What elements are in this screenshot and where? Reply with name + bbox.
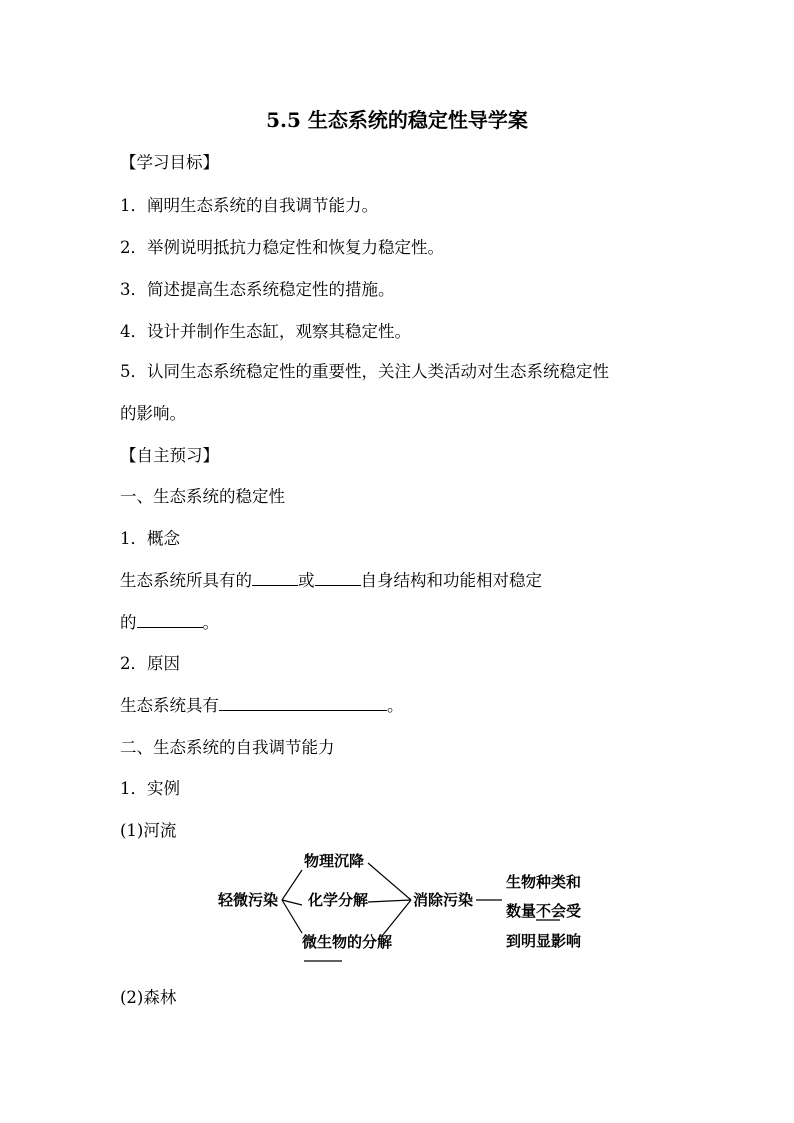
objective-item-2: 2．举例说明抵抗力稳定性和恢复力稳定性。 [120, 238, 444, 257]
concept-text-5: 。 [202, 613, 219, 632]
fill-blank-4[interactable] [219, 696, 387, 711]
objective-item-5: 5．认同生态系统稳定性的重要性，关注人类活动对生态系统稳定性 [120, 362, 609, 381]
objective-item-3: 3．简述提高生态系统稳定性的措施。 [120, 280, 395, 299]
objective-item-4: 4．设计并制作生态缸，观察其稳定性。 [120, 322, 411, 341]
diagram-branch-2: 化学分解 [308, 891, 369, 909]
arrow-from-branch-2 [368, 900, 411, 902]
forest-label: (2)森林 [120, 988, 177, 1007]
fill-blank-1[interactable] [252, 571, 298, 586]
arrow-from-branch-1 [368, 863, 411, 900]
diagram-branch-1: 物理沉降 [304, 852, 365, 870]
fill-blank-3[interactable] [137, 613, 203, 628]
objective-item-5-continued: 的影响。 [120, 404, 186, 423]
diagram-result-line-3: 到明显影响 [506, 932, 582, 950]
arrow-from-branch-3 [382, 900, 411, 936]
concept-text-1: 生态系统所具有的 [120, 571, 252, 590]
page-title: 5.5 生态系统的稳定性导学案 [266, 108, 528, 132]
reason-title: 2．原因 [120, 654, 180, 673]
concept-text-2: 或 [298, 571, 315, 590]
river-label: (1)河流 [120, 821, 177, 840]
section2-title: 二、生态系统的自我调节能力 [120, 738, 335, 757]
objective-item-1: 1．阐明生态系统的自我调节能力。 [120, 196, 378, 215]
diagram-result-line-2: 数量不会受 [506, 902, 582, 920]
diagram-middle-node: 消除污染 [413, 891, 474, 909]
concept-sentence-continued [120, 609, 219, 633]
river-self-purification-diagram [210, 843, 590, 968]
preview-heading: 【自主预习】 [120, 446, 219, 465]
diagram-start-node: 轻微污染 [218, 891, 279, 909]
diagram-result-line-1: 生物种类和 [506, 873, 582, 891]
concept-sentence [120, 567, 542, 591]
reason-sentence [120, 692, 404, 716]
objectives-heading: 【学习目标】 [120, 153, 219, 172]
fill-blank-2[interactable] [315, 571, 361, 586]
concept-title: 1．概念 [120, 529, 180, 548]
arrow-to-branch-1 [282, 870, 302, 900]
reason-text-2: 。 [387, 696, 404, 715]
arrow-to-branch-3 [282, 900, 302, 933]
concept-text-4: 的 [120, 613, 137, 632]
diagram-branch-3: 微生物的分解 [302, 933, 393, 951]
concept-text-3: 自身结构和功能相对稳定 [360, 571, 542, 590]
example-title: 1．实例 [120, 779, 180, 798]
section1-title: 一、生态系统的稳定性 [120, 487, 285, 506]
reason-text-1: 生态系统具有 [120, 696, 219, 715]
